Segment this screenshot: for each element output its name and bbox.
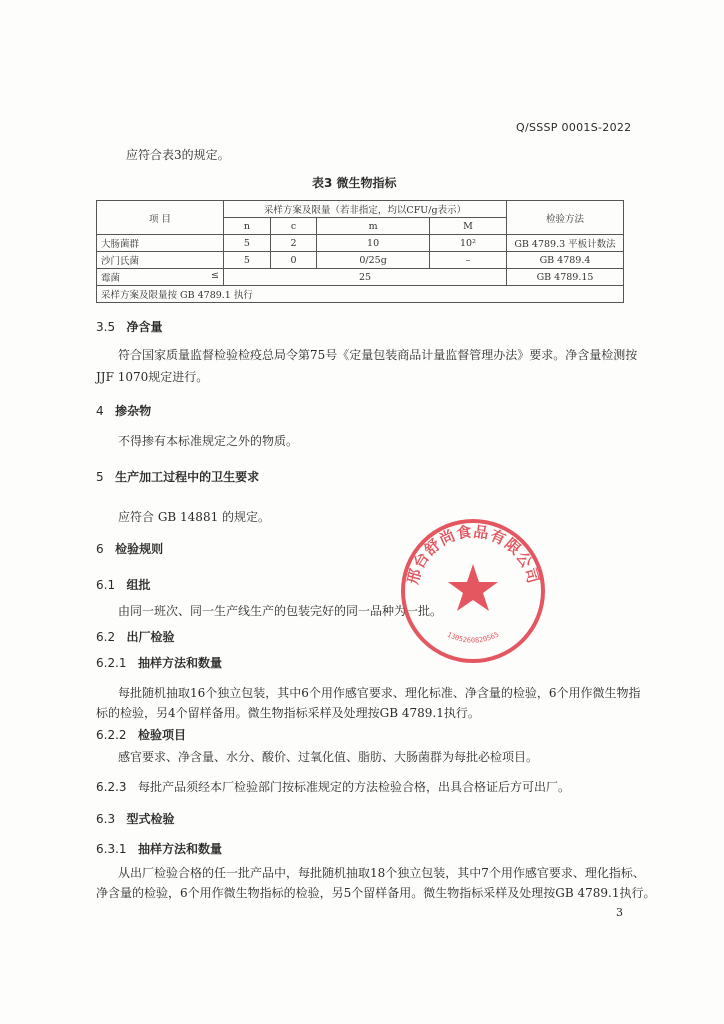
s35-line2: JJF 1070规定进行。 [96, 370, 209, 384]
s61-text: 由同一班次、同一生产线生产的包装完好的同一品种为一批。 [118, 604, 443, 618]
section-6-2-1: 6.2.1 抽样方法和数量 [96, 656, 223, 670]
section-5: 5 生产加工过程中的卫生要求 [96, 470, 260, 484]
th-M: M [429, 218, 506, 235]
mold-value: 25 [224, 269, 507, 286]
th-sampling: 采样方案及限量（若非指定，均以CFU/g表示） [224, 201, 507, 218]
cell-method: GB 4789.3 平板计数法 [507, 235, 624, 252]
s631-line2: 净含量的检验，6个用作微生物指标的检验，另5个留样备用。微生物指标采样及处理按GB 4789.1执行。 [96, 886, 656, 900]
section-4: 4 掺杂物 [96, 404, 152, 418]
section-6-2-3: 6.2.3 每批产品须经本厂检验部门按标准规定的方法检验合格，出具合格证后方可出厂。 [96, 780, 571, 794]
s4-text: 不得掺有本标准规定之外的物质。 [118, 434, 299, 448]
cell-c: 0 [270, 252, 317, 269]
th-c: c [270, 218, 317, 235]
table-row [97, 235, 624, 252]
table-footnote: 采样方案及限量按 GB 4789.1 执行 [97, 286, 624, 303]
s621-line2: 标的检验，另4个留样备用。微生物指标采样及处理按GB 4789.1执行。 [96, 706, 480, 720]
seal-number: 1305260820565 [445, 630, 501, 645]
s5-text: 应符合 GB 14881 的规定。 [118, 510, 271, 524]
mold-le: ≤ [211, 270, 219, 281]
seal-text: 邢台舒尚食品有限公司 [403, 522, 543, 587]
s35-line1: 符合国家质量监督检验检疫总局令第75号《定量包装商品计量监督管理办法》要求。净含量检测按 [118, 348, 638, 362]
cell-mold [97, 269, 224, 286]
cell-m: 0/25g [317, 252, 430, 269]
cell-m: 10 [317, 235, 430, 252]
section-6-3: 6.3 型式检验 [96, 812, 175, 826]
section-6: 6 检验规则 [96, 542, 164, 556]
cell-n: 5 [224, 235, 271, 252]
table-row [97, 269, 624, 286]
s621-line1: 每批随机抽取16个独立包装，其中6个用作感官要求、理化标准、净含量的检验，6个用作微生物指 [118, 686, 641, 700]
cell-item: 沙门氏菌 [97, 252, 224, 269]
section-6-2-2: 6.2.2 检验项目 [96, 728, 187, 742]
th-m: m [317, 218, 430, 235]
cell-n: 5 [224, 252, 271, 269]
mold-method: GB 4789.15 [507, 269, 624, 286]
section-6-1: 6.1 组批 [96, 578, 151, 592]
section-6-2: 6.2 出厂检验 [96, 630, 175, 644]
s631-line1: 从出厂检验合格的任一批产品中，每批随机抽取18个独立包装，其中7个用作感官要求、理化指标、 [118, 866, 645, 880]
section-3-5: 3.5 净含量 [96, 320, 163, 334]
cell-M: – [429, 252, 506, 269]
company-seal-stamp [398, 516, 548, 666]
cell-method: GB 4789.4 [507, 252, 624, 269]
section-6-3-1: 6.3.1 抽样方法和数量 [96, 842, 223, 856]
th-n: n [224, 218, 271, 235]
table-row [97, 252, 624, 269]
mold-label: 霉菌 [101, 273, 121, 284]
star-icon [448, 564, 498, 611]
s622-text: 感官要求、净含量、水分、酸价、过氧化值、脂肪、大肠菌群为每批必检项目。 [118, 750, 539, 764]
intro-text: 应符合表3的规定。 [126, 148, 230, 162]
cell-item: 大肠菌群 [97, 235, 224, 252]
th-method: 检验方法 [507, 201, 624, 235]
table-caption: 表3 微生物指标 [312, 176, 397, 190]
page-number: 3 [616, 906, 623, 919]
standard-code: Q/SSSP 0001S-2022 [516, 121, 632, 134]
microbial-table [96, 200, 624, 303]
cell-M: 10² [429, 235, 506, 252]
cell-c: 2 [270, 235, 317, 252]
th-item: 项 目 [97, 201, 224, 235]
svg-text:1305260820565 [446, 630, 501, 644]
